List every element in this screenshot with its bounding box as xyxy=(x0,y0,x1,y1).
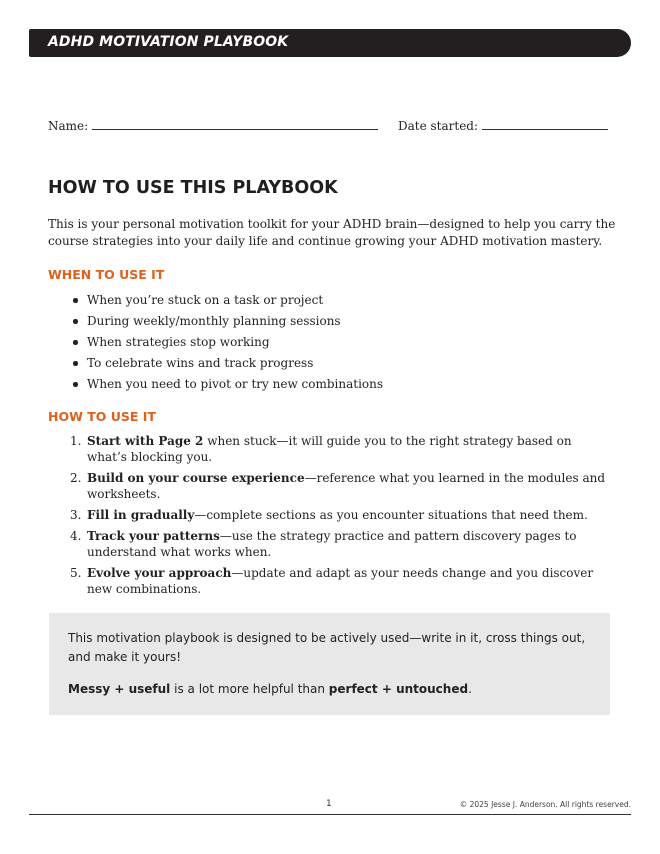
list-item-text: During weekly/monthly planning sessions xyxy=(87,314,341,328)
step-text: —reference what you learned in the modules and worksheets. xyxy=(87,471,606,501)
list-item xyxy=(48,332,383,353)
list-item xyxy=(48,353,383,374)
callout-emphasis: Messy + useful xyxy=(68,682,171,696)
list-item xyxy=(48,433,608,465)
list-item-text: To celebrate wins and track progress xyxy=(87,356,314,370)
callout-text: This motivation playbook is designed to be actively used—write in it, cross things out, and make it yours! xyxy=(68,631,586,664)
name-field-line[interactable] xyxy=(92,117,378,130)
list-item xyxy=(48,528,608,560)
bullet-icon xyxy=(73,361,78,366)
date-field-row xyxy=(398,117,608,133)
list-item-text: When strategies stop working xyxy=(87,335,270,349)
list-item xyxy=(48,470,608,502)
step-number: 3. xyxy=(70,508,82,522)
list-item xyxy=(48,565,608,597)
step-number: 2. xyxy=(70,471,82,485)
page-number: 1 xyxy=(326,799,332,809)
list-item-text: When you’re stuck on a task or project xyxy=(87,293,324,307)
step-text: —complete sections as you encounter situations that need them. xyxy=(194,508,588,522)
callout-tagline-end: . xyxy=(468,682,472,696)
when-to-use-heading: WHEN TO USE IT xyxy=(48,267,165,282)
step-number: 4. xyxy=(70,529,82,543)
list-item xyxy=(48,290,383,311)
how-to-use-heading: HOW TO USE IT xyxy=(48,409,156,424)
callout-tagline xyxy=(68,680,588,699)
footer-divider xyxy=(29,814,631,815)
step-text: —update and adapt as your needs change and you discover new combinations. xyxy=(87,566,594,596)
step-title: Track your patterns xyxy=(87,529,220,543)
step-text: when stuck—it will guide you to the right strategy based on what’s blocking you. xyxy=(87,434,572,464)
step-title: Evolve your approach xyxy=(87,566,232,580)
step-text: —use the strategy practice and pattern discovery pages to understand what works when. xyxy=(87,529,577,559)
step-number: 1. xyxy=(70,434,82,448)
list-item xyxy=(48,507,608,523)
callout-tagline-text: is a lot more helpful than xyxy=(170,682,329,696)
bullet-icon xyxy=(73,382,78,387)
step-title: Start with Page 2 xyxy=(87,434,204,448)
date-started-label: Date started: xyxy=(398,119,479,133)
step-number: 5. xyxy=(70,566,82,580)
bullet-icon xyxy=(73,319,78,324)
when-to-use-list xyxy=(48,290,383,395)
list-item xyxy=(48,311,383,332)
name-field-row xyxy=(48,117,378,133)
title-banner xyxy=(29,29,631,57)
date-started-field-line[interactable] xyxy=(482,117,608,130)
page-heading: HOW TO USE THIS PLAYBOOK xyxy=(48,178,338,198)
bullet-icon xyxy=(73,340,78,345)
document-title: ADHD MOTIVATION PLAYBOOK xyxy=(48,34,289,50)
bullet-icon xyxy=(73,298,78,303)
intro-paragraph: This is your personal motivation toolkit for your ADHD brain—designed to help you carry the course strategies into your daily life and continue growing your ADHD motivation mastery. xyxy=(48,217,616,248)
list-item xyxy=(48,374,383,395)
callout-emphasis: perfect + untouched xyxy=(328,682,469,696)
callout-box xyxy=(49,613,610,715)
step-title: Build on your course experience xyxy=(87,471,305,485)
copyright-notice: © 2025 Jesse J. Anderson. All rights reserved. xyxy=(459,800,631,809)
name-label: Name: xyxy=(48,119,89,133)
how-to-use-list xyxy=(48,433,608,602)
list-item-text: When you need to pivot or try new combinations xyxy=(87,377,384,391)
step-title: Fill in gradually xyxy=(87,508,195,522)
